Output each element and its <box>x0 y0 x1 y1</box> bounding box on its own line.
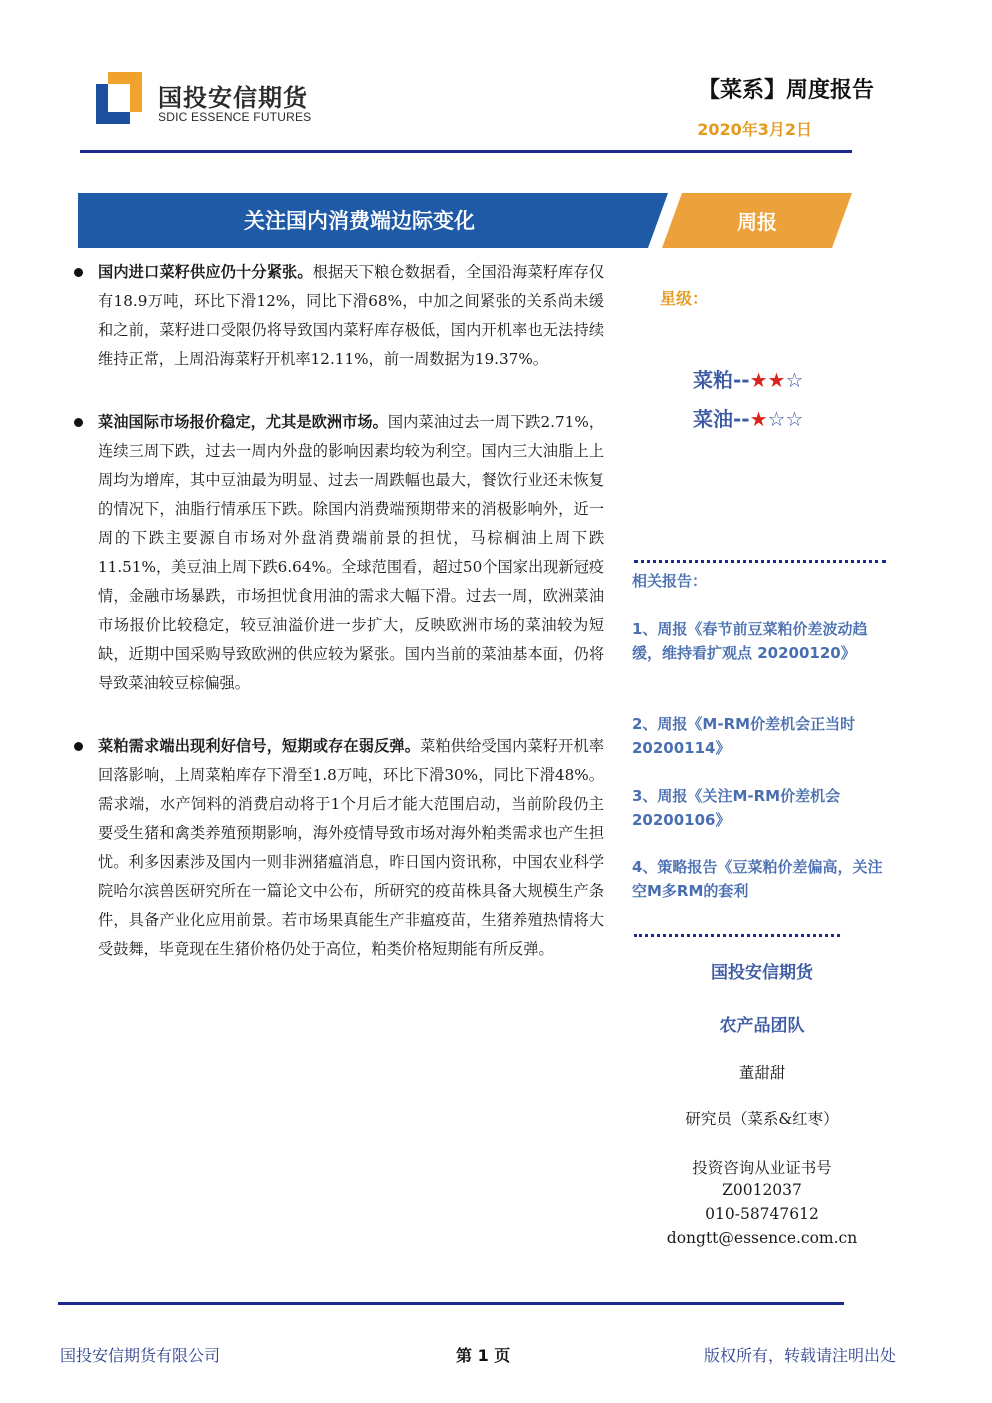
page-number: 第 1 页 <box>456 1346 511 1365</box>
paragraph-oil <box>74 408 604 698</box>
paragraph-supply <box>74 258 604 374</box>
rating-name: 菜粕-- <box>693 368 750 392</box>
rating-label: 星级： <box>660 289 709 308</box>
rating-rapeseed-meal <box>693 364 803 393</box>
related-report-link[interactable]: 2、周报《M-RM价差机会正当时 20200114》 <box>632 715 856 757</box>
footer-company: 国投安信期货有限公司 <box>60 1346 221 1365</box>
title-banner <box>78 193 852 248</box>
bullet-icon <box>74 742 83 751</box>
paragraph-meal <box>74 732 604 964</box>
paragraph-text: 国内菜油过去一周下跌2.71%，连续三周下跌，过去一周内外盘的影响因素均较为利空。国内三大油脂上上周均为增库，其中豆油最为明显、过去一周跌幅也最大，餐饮行业还未恢复的情况下，油脂行情承压下跌。除国内消费端预期带来的消极影响外，近一周的下跌主要源自市场对外盘消费端前景的担忧，马棕榈油上周下跌11.51%，美豆油上周下跌6.64%。全球范围看，超过50个国家出现新冠疫情，金融市场暴跌，市场担忧食用油的需求大幅下滑。过去一周，欧洲菜油市场报价比较稳定，较豆油溢价进一步扩大，反映欧洲市场的菜油较为短缺，近期中国采购导致欧洲的供应较为紧张。国内当前的菜油基本面，仍将导致菜油较豆棕偏强。 <box>98 413 605 692</box>
report-date: 2020年3月2日 <box>697 120 812 139</box>
paragraph-lead: 菜粕需求端出现利好信号，短期或存在弱反弹。 <box>98 737 421 755</box>
logo-text-cn: 国投安信期货 <box>158 84 308 112</box>
rating-name: 菜油-- <box>693 407 750 431</box>
footer-divider <box>58 1302 844 1305</box>
banner-tag: 周报 <box>737 210 777 234</box>
paragraph-lead: 菜油国际市场报价稳定，尤其是欧洲市场。 <box>98 413 388 431</box>
logo-mark-icon <box>96 72 142 124</box>
company-logo <box>96 72 326 130</box>
analyst-role: 研究员（菜系&红枣） <box>685 1110 839 1128</box>
report-type: 【菜系】周度报告 <box>697 78 874 103</box>
star-filled-icon: ★ <box>749 407 768 431</box>
cert-label: 投资咨询从业证书号 <box>692 1159 832 1177</box>
related-reports-title: 相关报告： <box>632 572 708 590</box>
logo-text-en: SDIC ESSENCE FUTURES <box>158 110 312 124</box>
bullet-icon <box>74 268 83 277</box>
analyst-phone: 010-58747612 <box>705 1205 819 1223</box>
footer-copyright: 版权所有，转载请注明出处 <box>704 1346 897 1365</box>
star-filled-icon: ★★ <box>749 368 786 392</box>
bullet-icon <box>74 418 83 427</box>
related-report-link[interactable]: 3、周报《关注M-RM价差机会 20200106》 <box>632 787 841 829</box>
paragraph-text: 根据天下粮仓数据看，全国沿海菜籽库存仅有18.9万吨，环比下滑12%，同比下滑68%，中加之间紧张的关系尚未缓和之前，菜籽进口受限仍将导致国内菜籽库存极低，国内开机率也无法持续维持正常，上周沿海菜籽开机率12.11%，前一周数据为19.37%。 <box>98 263 605 368</box>
related-report-link[interactable]: 4、策略报告《豆菜粕价差偏高，关注空M多RM的套利 <box>632 858 883 900</box>
banner-title: 关注国内消费端边际变化 <box>244 209 475 233</box>
related-report-link[interactable]: 1、周报《春节前豆菜粕价差波动趋缓，维持看扩观点 20200120》 <box>632 620 868 662</box>
paragraph-text: 菜粕供给受国内菜籽开机率回落影响，上周菜粕库存下滑至1.8万吨，环比下滑30%，同比下滑48%。需求端，水产饲料的消费启动将于1个月后才能大范围启动，当前阶段仍主要受生猪和禽类养殖预期影响，海外疫情导致市场对海外粕类需求也产生担忧。利多因素涉及国内一则非洲猪瘟消息，昨日国内资讯称，中国农业科学院哈尔滨兽医研究所在一篇论文中公布，所研究的疫苗株具备大规模生产条件，具备产业化应用前景。若市场果真能生产非瘟疫苗，生猪养殖热情将大受鼓舞，毕竟现在生猪价格仍处于高位，粕类价格短期能有所反弹。 <box>98 737 605 958</box>
star-empty-icon: ☆☆ <box>767 407 804 431</box>
related-divider-bottom <box>634 934 840 937</box>
related-divider-top <box>634 560 886 563</box>
analyst-email[interactable]: dongtt@essence.com.cn <box>666 1229 858 1247</box>
team-company: 国投安信期货 <box>711 963 813 983</box>
header-divider <box>80 150 852 153</box>
star-empty-icon: ☆ <box>785 368 804 392</box>
paragraph-lead: 国内进口菜籽供应仍十分紧张。 <box>98 263 313 281</box>
team-name: 农产品团队 <box>719 1016 805 1036</box>
rating-rapeseed-oil <box>693 403 803 432</box>
cert-number: Z0012037 <box>722 1181 802 1199</box>
main-content <box>74 258 604 998</box>
analyst-name: 董甜甜 <box>738 1064 786 1082</box>
